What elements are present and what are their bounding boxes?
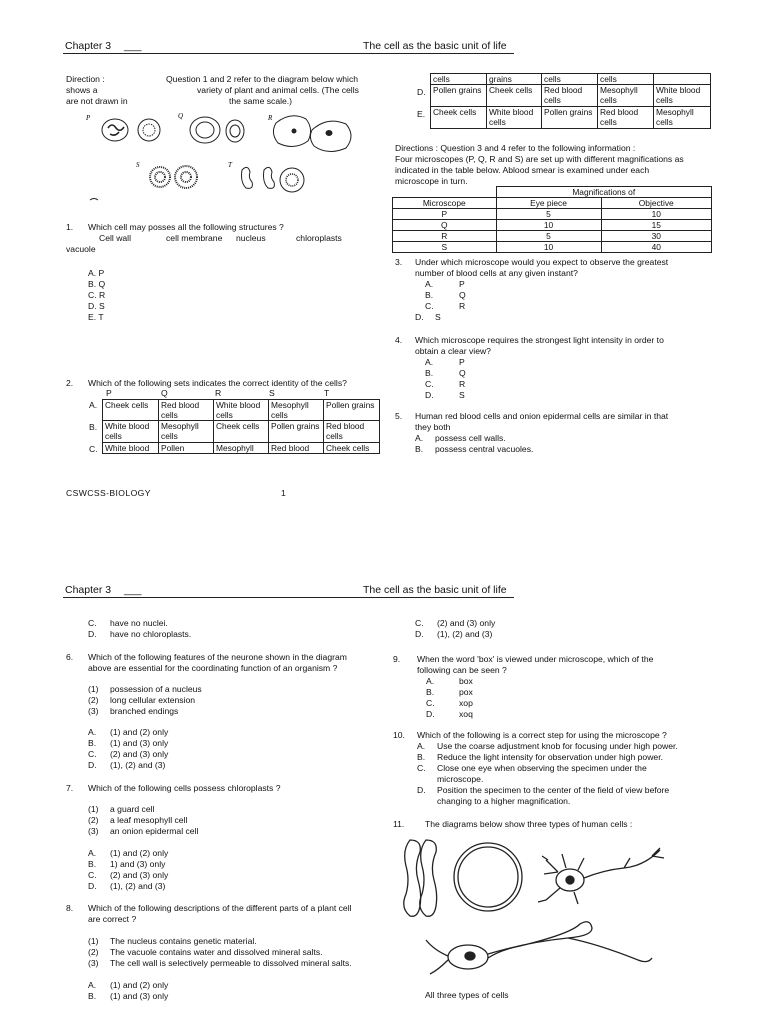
directions-2-text: indicated in the table below. Ablood smear is examined under each bbox=[395, 165, 650, 175]
q6-option-letter[interactable]: D. bbox=[88, 760, 97, 770]
q4-option-letter[interactable]: D. bbox=[425, 390, 434, 400]
q2-row-letter: A. bbox=[89, 400, 98, 410]
q2-cell: Mesophyll cells bbox=[654, 107, 711, 129]
q8-option-letter[interactable]: D. bbox=[415, 629, 424, 639]
q8-option-letter[interactable]: B. bbox=[88, 991, 97, 1001]
header-rule bbox=[63, 53, 514, 54]
direction-text: the same scale.) bbox=[229, 96, 293, 106]
q8-item-num: (2) bbox=[88, 947, 99, 957]
q1-structure-wrap: vacuole bbox=[66, 244, 96, 254]
q10-number: 10. bbox=[393, 730, 405, 740]
human-cells-diagram bbox=[398, 832, 698, 992]
chapter-blank: ___ bbox=[124, 584, 142, 596]
q11-number: 11. bbox=[393, 819, 405, 829]
q5-text: Human red blood cells and onion epidermal cells are similar in that bbox=[415, 411, 669, 421]
q3-option-text[interactable]: S bbox=[435, 312, 441, 322]
direction-text: shows a bbox=[66, 85, 98, 95]
magnification-table bbox=[392, 186, 712, 253]
q2-cell: Red blood cells bbox=[159, 400, 214, 421]
q2-cell: Cheek cells bbox=[431, 107, 487, 129]
page-title: The cell as the basic unit of life bbox=[363, 584, 507, 596]
page-title: The cell as the basic unit of life bbox=[363, 40, 507, 52]
q8-option-text[interactable]: (2) and (3) only bbox=[437, 618, 496, 628]
q4-option-text[interactable]: R bbox=[459, 379, 466, 389]
q2-cell: Mesophyll cells bbox=[269, 400, 324, 421]
q2-cell: White blood cells bbox=[487, 107, 542, 129]
q6-item-num: (3) bbox=[88, 706, 99, 716]
q2-cell: Cheek cells bbox=[214, 421, 269, 443]
chapter-label: Chapter 3 bbox=[65, 40, 112, 52]
q5-option-text[interactable]: possess cell walls. bbox=[435, 433, 506, 443]
q2-cell: Pollen grains bbox=[269, 421, 324, 443]
mag-table-cell: 10 bbox=[601, 209, 712, 220]
q7-option-letter[interactable]: D. bbox=[88, 881, 97, 891]
q2-cell: Red blood cells bbox=[542, 85, 598, 107]
q7-item-num: (1) bbox=[88, 804, 99, 814]
q7-option-text[interactable]: (1) and (2) only bbox=[110, 848, 169, 858]
q3-option-letter[interactable]: A. bbox=[425, 279, 434, 289]
q6-option-text[interactable]: (1) and (3) only bbox=[110, 738, 169, 748]
q10-option-text[interactable]: Use the coarse adjustment knob for focusing under high power. bbox=[437, 741, 678, 751]
mag-table-cell: 40 bbox=[601, 242, 712, 253]
q6-option-letter[interactable]: B. bbox=[88, 738, 97, 748]
direction-text: are not drawn in bbox=[66, 96, 128, 106]
q6-item-text: long cellular extension bbox=[110, 695, 196, 705]
q5-option-letter[interactable]: A. bbox=[415, 433, 424, 443]
q9-option-text[interactable]: pox bbox=[459, 687, 473, 697]
q2-cell: White blood cells bbox=[214, 400, 269, 421]
q4-option-text[interactable]: Q bbox=[459, 368, 466, 378]
q4-option-letter[interactable]: A. bbox=[425, 357, 434, 367]
q2-col-header: S bbox=[269, 388, 275, 398]
mag-table-cell: 15 bbox=[601, 220, 712, 231]
directions-2-text: Four microscopes (P, Q, R and S) are set up with different magnifications as bbox=[395, 154, 684, 164]
q8-item-num: (1) bbox=[88, 936, 99, 946]
mag-table-cell: 30 bbox=[601, 231, 712, 242]
q9-option-text[interactable]: box bbox=[459, 676, 473, 686]
q7-item-text: a leaf mesophyll cell bbox=[110, 815, 188, 825]
q9-option-letter[interactable]: C. bbox=[426, 698, 435, 708]
mag-table-cell: Q bbox=[393, 220, 497, 231]
q2-table bbox=[102, 399, 380, 454]
q9-option-text[interactable]: xop bbox=[459, 698, 473, 708]
q10-text: Which of the following is a correct step for using the microscope ? bbox=[417, 730, 667, 740]
q2-cell bbox=[654, 74, 711, 85]
q2-cell: Red blood bbox=[269, 443, 324, 454]
q1-text: Which cell may posses all the following structures ? bbox=[88, 222, 284, 232]
q7-option-text[interactable]: (2) and (3) only bbox=[110, 870, 169, 880]
direction-label: Direction : bbox=[66, 74, 105, 84]
q3-option-text[interactable]: Q bbox=[459, 290, 466, 300]
mag-table-cell: 5 bbox=[496, 209, 601, 220]
q7-text: Which of the following cells possess chloroplasts ? bbox=[88, 783, 281, 793]
q2-col-header: Q bbox=[161, 388, 168, 398]
q9-option-text[interactable]: xoq bbox=[459, 709, 473, 719]
mag-table-cell: 10 bbox=[496, 220, 601, 231]
q6-text: Which of the following features of the neurone shown in the diagram bbox=[88, 652, 347, 662]
q2-row-letter: B. bbox=[89, 422, 98, 432]
q1-option[interactable]: B. Q bbox=[88, 279, 106, 289]
q2-col-header: R bbox=[215, 388, 222, 398]
q2-text: Which of the following sets indicates the correct identity of the cells? bbox=[88, 378, 347, 388]
mag-table-group-header: Magnifications of bbox=[496, 187, 712, 198]
q4-text: obtain a clear view? bbox=[415, 346, 491, 356]
q3-option-letter[interactable]: D. bbox=[415, 312, 424, 322]
q5-option-letter[interactable]: D. bbox=[88, 629, 97, 639]
cell-label-p: P bbox=[86, 114, 91, 122]
q1-option[interactable]: C. R bbox=[88, 290, 106, 300]
q5-option-text[interactable]: have no nuclei. bbox=[110, 618, 168, 628]
q8-option-letter[interactable]: C. bbox=[415, 618, 424, 628]
mag-table-header: Eye piece bbox=[496, 198, 601, 209]
q7-option-letter[interactable]: C. bbox=[88, 870, 97, 880]
footer-page-number: 1 bbox=[281, 488, 286, 498]
mag-table-header: Objective bbox=[601, 198, 712, 209]
q10-option-text[interactable]: Position the specimen to the center of the field of view before bbox=[437, 785, 670, 795]
chapter-label: Chapter 3 bbox=[65, 584, 112, 596]
q9-option-letter[interactable]: D. bbox=[426, 709, 435, 719]
q6-number: 6. bbox=[66, 652, 74, 662]
q8-option-letter[interactable]: A. bbox=[88, 980, 97, 990]
mag-table-cell: 10 bbox=[496, 242, 601, 253]
q6-item-text: branched endings bbox=[110, 706, 179, 716]
mag-table-cell: R bbox=[393, 231, 497, 242]
q8-option-text[interactable]: (1) and (2) only bbox=[110, 980, 169, 990]
q2-cell: Cheek cells bbox=[487, 85, 542, 107]
mag-table-header: Microscope bbox=[393, 198, 497, 209]
q2-cell: Pollen bbox=[159, 443, 214, 454]
header-rule bbox=[63, 597, 514, 598]
q4-option-letter[interactable]: B. bbox=[425, 368, 434, 378]
q6-option-letter[interactable]: A. bbox=[88, 727, 97, 737]
q7-item-num: (2) bbox=[88, 815, 99, 825]
q4-number: 4. bbox=[395, 335, 403, 345]
q2-cell: White blood cells bbox=[103, 421, 159, 443]
q1-structure: Cell wall bbox=[99, 233, 131, 243]
q7-option-letter[interactable]: A. bbox=[88, 848, 97, 858]
q9-option-letter[interactable]: A. bbox=[426, 676, 435, 686]
q4-option-text[interactable]: P bbox=[459, 357, 465, 367]
q10-option-text[interactable]: Close one eye when observing the specimen under the bbox=[437, 763, 647, 773]
cells-diagram bbox=[80, 108, 380, 208]
mag-table-cell: S bbox=[393, 242, 497, 253]
q8-item-num: (3) bbox=[88, 958, 99, 968]
q1-structure: chloroplasts bbox=[296, 233, 342, 243]
q2-cell: White blood bbox=[103, 443, 159, 454]
q7-number: 7. bbox=[66, 783, 74, 793]
q6-option-text[interactable]: (2) and (3) only bbox=[110, 749, 169, 759]
mag-table-cell: P bbox=[393, 209, 497, 220]
q1-structure: nucleus bbox=[236, 233, 266, 243]
q8-item-text: The vacuole contains water and dissolved mineral salts. bbox=[110, 947, 323, 957]
q2-table-continued bbox=[430, 73, 711, 129]
q3-text: number of blood cells at any given instant? bbox=[415, 268, 578, 278]
direction-text: variety of plant and animal cells. (The cells bbox=[197, 85, 359, 95]
cell-label-t: T bbox=[228, 161, 232, 169]
chapter-blank: ___ bbox=[124, 40, 142, 52]
q4-option-text[interactable]: S bbox=[459, 390, 465, 400]
directions-2-text: microscope in turn. bbox=[395, 176, 468, 186]
q9-number: 9. bbox=[393, 654, 401, 664]
q3-text: Under which microscope would you expect to observe the greatest bbox=[415, 257, 669, 267]
q5-option-letter[interactable]: B. bbox=[415, 444, 424, 454]
q3-option-text[interactable]: P bbox=[459, 279, 465, 289]
q6-option-letter[interactable]: C. bbox=[88, 749, 97, 759]
q5-option-text[interactable]: possess central vacuoles. bbox=[435, 444, 534, 454]
q3-option-text[interactable]: R bbox=[459, 301, 466, 311]
cell-label-s: S bbox=[136, 161, 140, 169]
q5-text: they both bbox=[415, 422, 451, 432]
q5-option-letter[interactable]: C. bbox=[88, 618, 97, 628]
q10-option-letter[interactable]: D. bbox=[417, 785, 426, 795]
q2-cell: Pollen grains bbox=[542, 107, 598, 129]
q7-item-num: (3) bbox=[88, 826, 99, 836]
q5-number: 5. bbox=[395, 411, 403, 421]
q1-option[interactable]: D. S bbox=[88, 301, 105, 311]
q7-option-text[interactable]: 1) and (3) only bbox=[110, 859, 166, 869]
mag-table-cell: 5 bbox=[496, 231, 601, 242]
direction-text: Question 1 and 2 refer to the diagram below which bbox=[166, 74, 359, 84]
q2-cell: Pollen grains bbox=[431, 85, 487, 107]
cell-label-q: Q bbox=[178, 112, 184, 120]
q10-option-letter[interactable]: A. bbox=[417, 741, 426, 751]
q1-structure: cell membrane bbox=[166, 233, 223, 243]
q10-option-text[interactable]: Reduce the light intensity for observation under high power. bbox=[437, 752, 663, 762]
q2-cell: Pollen grains bbox=[324, 400, 380, 421]
q9-option-letter[interactable]: B. bbox=[426, 687, 435, 697]
q3-option-letter[interactable]: B. bbox=[425, 290, 434, 300]
q2-cell: White blood cells bbox=[654, 85, 711, 107]
mag-table-blank bbox=[393, 187, 497, 198]
q2-cell: Cheek cells bbox=[324, 443, 380, 454]
q7-item-text: a guard cell bbox=[110, 804, 155, 814]
q2-cell: Red blood cells bbox=[598, 107, 654, 129]
q6-item-text: possession of a nucleus bbox=[110, 684, 202, 694]
q2-cell: Mesophyll cells bbox=[159, 421, 214, 443]
q6-option-text[interactable]: (1), (2) and (3) bbox=[110, 760, 166, 770]
q7-option-letter[interactable]: B. bbox=[88, 859, 97, 869]
q2-col-header: T bbox=[324, 388, 330, 398]
q11-caption: All three types of cells bbox=[425, 990, 509, 1000]
q10-option-letter[interactable]: B. bbox=[417, 752, 426, 762]
q10-option-text[interactable]: microscope. bbox=[437, 774, 484, 784]
q2-row-letter: C. bbox=[89, 444, 98, 454]
q9-text: following can be seen ? bbox=[417, 665, 507, 675]
q2-cell: Red blood cells bbox=[324, 421, 380, 443]
q1-option[interactable]: E. T bbox=[88, 312, 104, 322]
q3-number: 3. bbox=[395, 257, 403, 267]
q2-number: 2. bbox=[66, 378, 74, 388]
q1-option[interactable]: A. P bbox=[88, 268, 105, 278]
q9-text: When the word 'box' is viewed under microscope, which of the bbox=[417, 654, 654, 664]
q6-text: above are essential for the coordinating function of an organism ? bbox=[88, 663, 338, 673]
directions-2-text: Directions : Question 3 and 4 refer to the following information : bbox=[395, 143, 636, 153]
q7-item-text: an onion epidermal cell bbox=[110, 826, 199, 836]
q8-text: Which of the following descriptions of the different parts of a plant cell bbox=[88, 903, 352, 913]
q2-cell: Cheek cells bbox=[103, 400, 159, 421]
q2-cell: Mesophyll bbox=[214, 443, 269, 454]
q6-option-text[interactable]: (1) and (2) only bbox=[110, 727, 169, 737]
q4-text: Which microscope requires the strongest light intensity in order to bbox=[415, 335, 664, 345]
q6-item-num: (1) bbox=[88, 684, 99, 694]
q6-item-num: (2) bbox=[88, 695, 99, 705]
q2-row-letter: D. bbox=[417, 87, 426, 97]
q10-option-letter[interactable]: C. bbox=[417, 763, 426, 773]
q2-col-header: P bbox=[106, 388, 112, 398]
q1-number: 1. bbox=[66, 222, 74, 232]
q8-number: 8. bbox=[66, 903, 74, 913]
q2-cell: cells bbox=[598, 74, 654, 85]
q8-option-text[interactable]: (1) and (3) only bbox=[110, 991, 169, 1001]
q2-cell: cells bbox=[431, 74, 487, 85]
q8-item-text: The cell wall is selectively permeable to dissolved mineral salts. bbox=[110, 958, 352, 968]
q2-cell: grains bbox=[487, 74, 542, 85]
q3-option-letter[interactable]: C. bbox=[425, 301, 434, 311]
q2-cell: Mesophyll cells bbox=[598, 85, 654, 107]
q2-row-letter: E. bbox=[417, 109, 426, 119]
q11-text: The diagrams below show three types of human cells : bbox=[425, 819, 633, 829]
q8-item-text: The nucleus contains genetic material. bbox=[110, 936, 257, 946]
cell-label-r: R bbox=[268, 114, 273, 122]
q7-option-text[interactable]: (1), (2) and (3) bbox=[110, 881, 166, 891]
q5-option-text[interactable]: have no chloroplasts. bbox=[110, 629, 192, 639]
q8-text: are correct ? bbox=[88, 914, 137, 924]
q4-option-letter[interactable]: C. bbox=[425, 379, 434, 389]
q8-option-text[interactable]: (1), (2) and (3) bbox=[437, 629, 493, 639]
footer-school: CSWCSS-BIOLOGY bbox=[66, 488, 151, 498]
q2-cell: cells bbox=[542, 74, 598, 85]
q10-option-text[interactable]: changing to a higher magnification. bbox=[437, 796, 571, 806]
